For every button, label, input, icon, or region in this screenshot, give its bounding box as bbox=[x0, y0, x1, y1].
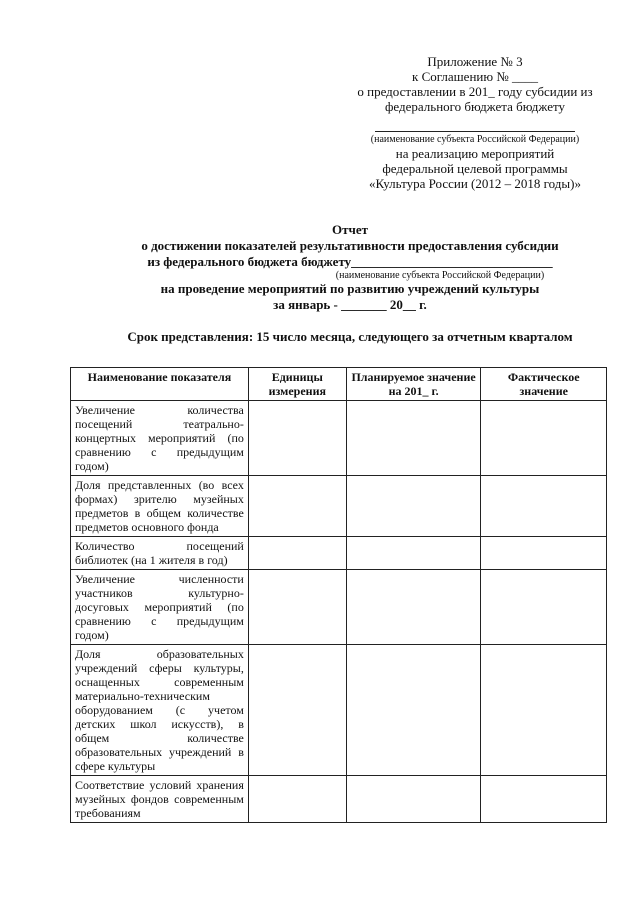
actual-cell[interactable] bbox=[481, 645, 607, 776]
subject-blank-line bbox=[375, 131, 575, 132]
table-row bbox=[71, 537, 607, 570]
unit-cell[interactable] bbox=[248, 776, 346, 823]
header-actual: Фактическое значение bbox=[481, 368, 607, 401]
planned-cell[interactable] bbox=[346, 476, 481, 537]
planned-cell[interactable] bbox=[346, 401, 481, 476]
planned-cell[interactable] bbox=[346, 537, 481, 570]
unit-cell[interactable] bbox=[248, 476, 346, 537]
actual-cell[interactable] bbox=[481, 776, 607, 823]
indicator-name: Количество посещений библиотек (на 1 жителя в год) bbox=[71, 537, 249, 570]
appendix-header bbox=[340, 54, 610, 191]
table-row bbox=[71, 570, 607, 645]
unit-cell[interactable] bbox=[248, 537, 346, 570]
indicator-name: Увеличение численности участников культурно-досуговых мероприятий (по сравнению с предыдущим годом) bbox=[71, 570, 249, 645]
actual-cell[interactable] bbox=[481, 537, 607, 570]
unit-cell[interactable] bbox=[248, 570, 346, 645]
header-indicator-name: Наименование показателя bbox=[71, 368, 249, 401]
report-period: за январь - _______ 20__ г. bbox=[273, 297, 427, 312]
unit-cell[interactable] bbox=[248, 401, 346, 476]
indicator-name: Доля образовательных учреждений сферы культуры, оснащенных современным материально-техническим оборудованием (с учетом детских школ искусств), в общем количестве образовательных учреждений в сфере культуры bbox=[71, 645, 249, 776]
unit-cell[interactable] bbox=[248, 645, 346, 776]
appendix-subsidy-line: о предоставлении в 201_ году субсидии из bbox=[357, 84, 593, 99]
table-row bbox=[71, 645, 607, 776]
report-line-3: на проведение мероприятий по развитию учреждений культуры bbox=[160, 281, 540, 296]
actual-cell[interactable] bbox=[481, 570, 607, 645]
appendix-purpose-line: на реализацию мероприятий bbox=[395, 146, 555, 161]
indicator-name: Увеличение количества посещений театрально-концертных мероприятий (по сравнению с предыдущим годом) bbox=[71, 401, 249, 476]
indicator-name: Доля представленных (во всех формах) зрителю музейных предметов в общем количестве предметов основного фонда bbox=[71, 476, 249, 537]
report-line-1: о достижении показателей результативности предоставления субсидии bbox=[141, 238, 559, 253]
appendix-program-name: «Культура России (2012 – 2018 годы)» bbox=[369, 176, 581, 191]
table-row bbox=[71, 476, 607, 537]
report-title: Отчет bbox=[332, 222, 368, 237]
header-units: Единицы измерения bbox=[248, 368, 346, 401]
appendix-program-line: федеральной целевой программы bbox=[382, 161, 568, 176]
report-subject-caption: (наименование субъекта Российской Федерации) bbox=[335, 270, 545, 281]
report-line-2: из федерального бюджета бюджету_______________________________ bbox=[147, 254, 553, 269]
planned-cell[interactable] bbox=[346, 570, 481, 645]
table-header-row bbox=[71, 368, 607, 401]
indicators-table bbox=[70, 367, 607, 823]
report-deadline: Срок представления: 15 число месяца, следующего за отчетным кварталом bbox=[127, 329, 573, 344]
actual-cell[interactable] bbox=[481, 401, 607, 476]
table-row bbox=[71, 776, 607, 823]
planned-cell[interactable] bbox=[346, 776, 481, 823]
subject-caption: (наименование субъекта Российской Федерации) bbox=[370, 134, 580, 145]
indicator-name: Соответствие условий хранения музейных фондов современным требованиям bbox=[71, 776, 249, 823]
header-planned: Планируемое значение на 201_ г. bbox=[346, 368, 481, 401]
actual-cell[interactable] bbox=[481, 476, 607, 537]
planned-cell[interactable] bbox=[346, 645, 481, 776]
appendix-number: Приложение № 3 bbox=[427, 54, 523, 69]
table-row bbox=[71, 401, 607, 476]
agreement-number: к Соглашению № ____ bbox=[412, 69, 538, 84]
appendix-budget-line: федерального бюджета бюджету bbox=[384, 99, 565, 114]
report-heading bbox=[60, 222, 640, 345]
